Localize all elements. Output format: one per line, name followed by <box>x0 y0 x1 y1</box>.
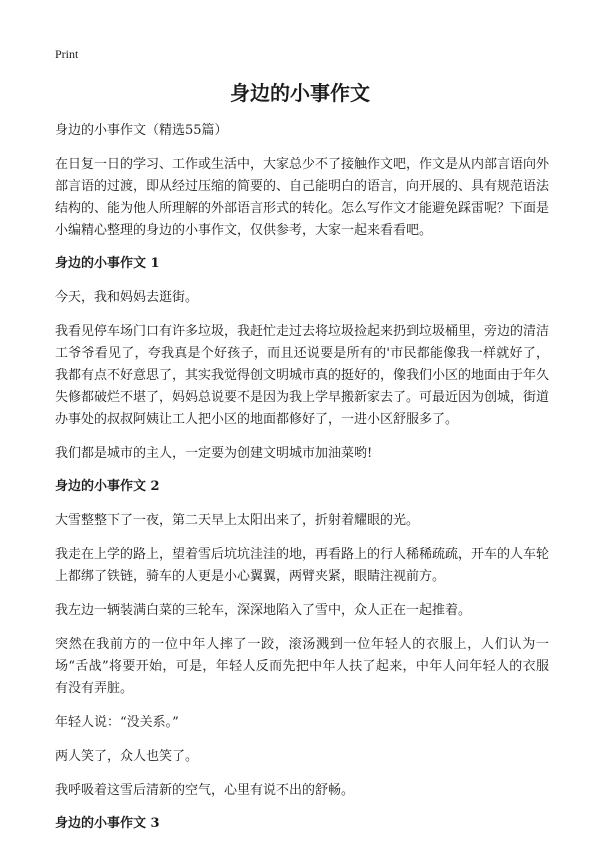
intro-paragraph: 在日复一日的学习、工作或生活中，大家总少不了接触作文吧，作文是从内部言语向外部言语的过渡，即从经过压缩的简要的、自己能明白的语言，向开展的、具有规范语法结构的、能为他人所理解的外部语言形式的转化。怎么写作文才能避免踩雷呢？下面是小编精心整理的身边的小事作文，仅供参考，大家一起来看看吧。 <box>55 157 550 238</box>
section-paragraph: 突然在我前方的一位中年人摔了一跤，滚汤溅到一位年轻人的衣服上，人们认为一场“舌战”将要开始，可是，年轻人反而先把中年人扶了起来，中年人问年轻人的衣服有没有弄脏。 <box>55 637 549 696</box>
section-paragraph: 我呼吸着这雪后清新的空气，心里有说不出的舒畅。 <box>55 783 355 798</box>
section-paragraph: 我左边一辆装满白菜的三轮车，深深地陷入了雪中，众人正在一起推着。 <box>55 603 472 618</box>
section-paragraph: 年轻人说：“没关系。” <box>55 715 179 730</box>
section-paragraph: 今天，我和妈妈去逛街。 <box>55 290 199 305</box>
section-paragraph: 两人笑了，众人也笑了。 <box>55 749 199 764</box>
document-subtitle: 身边的小事作文（精选55篇） <box>55 123 228 138</box>
section-paragraph: 我们都是城市的主人，一定要为创建文明城市加油菜哟! <box>55 446 373 461</box>
section-2 <box>55 477 549 802</box>
page-title: 身边的小事作文 <box>230 81 370 105</box>
section-heading: 身边的小事作文 3 <box>55 816 160 831</box>
section-paragraph: 我看见停车场门口有许多垃圾，我赶忙走过去将垃圾捡起来扔到垃圾桶里，旁边的清洁工爷爷看见了，夸我真是个好孩子，而且还说要是所有的'市民都能像我一样就好了，我都有点不好意思了，其实我觉得创文明城市真的挺好的，像我们小区的地面由于年久失修都破烂不堪了，妈妈总说要不是因为我上学早搬新家去了。可最近因为创城，街道办事处的叔叔阿姨让工人把小区的地面都修好了，一进小区舒服多了。 <box>55 324 550 427</box>
section-paragraph: 我走在上学的路上，望着雪后坑坑洼洼的地，再看路上的行人稀稀疏疏，开车的人车轮上都绑了铁链，骑车的人更是小心翼翼，两臂夹紧，眼睛注视前方。 <box>55 547 550 584</box>
section-heading: 身边的小事作文 1 <box>55 256 160 271</box>
section-1 <box>55 254 549 465</box>
section-3 <box>55 814 549 834</box>
section-heading: 身边的小事作文 2 <box>55 479 160 494</box>
print-link[interactable]: Print <box>55 47 79 61</box>
document-body <box>55 122 549 847</box>
section-paragraph: 大雪整整下了一夜，第二天早上太阳出来了，折射着耀眼的光。 <box>55 513 420 528</box>
